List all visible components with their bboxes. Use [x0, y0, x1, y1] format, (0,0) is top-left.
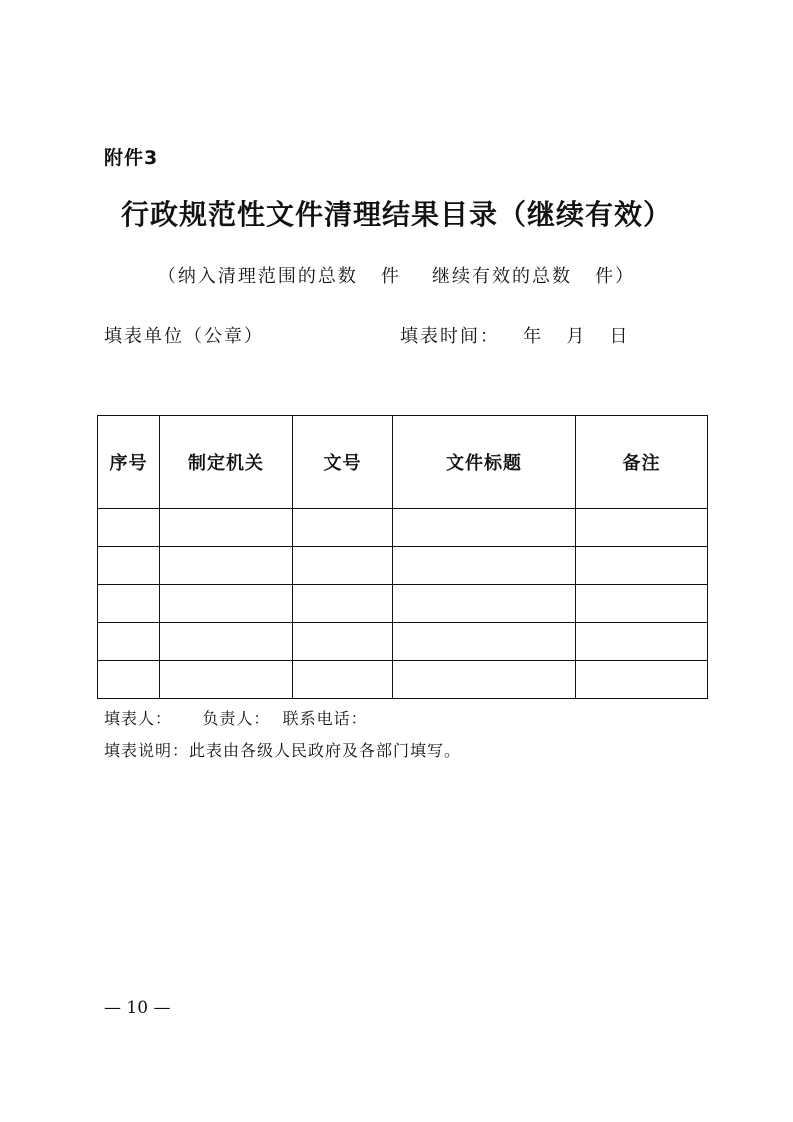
table-cell[interactable] [160, 585, 293, 623]
table-row [98, 509, 708, 547]
table-cell[interactable] [293, 547, 393, 585]
table-cell[interactable] [393, 623, 576, 661]
table-row [98, 585, 708, 623]
table-cell[interactable] [293, 585, 393, 623]
footer-note: 填表说明：此表由各级人民政府及各部门填写。 [104, 741, 462, 760]
document-title: 行政规范性文件清理结果目录（继续有效） [120, 198, 672, 231]
fill-unit-label: 填表单位（公章） [104, 326, 264, 347]
table-cell[interactable] [160, 547, 293, 585]
catalog-table [97, 415, 708, 699]
table-cell[interactable] [393, 547, 576, 585]
header-remarks: 备注 [576, 416, 708, 509]
header-issuing-authority: 制定机关 [160, 416, 293, 509]
table-cell[interactable] [98, 509, 160, 547]
document-subtitle: （纳入清理范围的总数 件 继续有效的总数 件） [157, 266, 636, 287]
table-row [98, 623, 708, 661]
table-cell[interactable] [293, 661, 393, 699]
table-cell[interactable] [98, 547, 160, 585]
table-cell[interactable] [293, 509, 393, 547]
fill-unit-line [104, 322, 664, 385]
table-cell[interactable] [98, 661, 160, 699]
table-header-row [98, 416, 708, 509]
fill-date-label: 填表时间： 年 月 日 [400, 326, 630, 347]
header-document-title: 文件标题 [393, 416, 576, 509]
table-cell[interactable] [393, 585, 576, 623]
table-cell[interactable] [160, 661, 293, 699]
table-cell[interactable] [576, 661, 708, 699]
table-cell[interactable] [576, 585, 708, 623]
attachment-label: 附件3 [104, 147, 159, 169]
table-cell[interactable] [576, 509, 708, 547]
table-cell[interactable] [393, 509, 576, 547]
table-cell[interactable] [160, 623, 293, 661]
table-cell[interactable] [98, 585, 160, 623]
table-cell[interactable] [393, 661, 576, 699]
footer-signers: 填表人： 负责人： 联系电话： [104, 709, 368, 728]
header-document-number: 文号 [293, 416, 393, 509]
table-cell[interactable] [576, 623, 708, 661]
table-cell[interactable] [293, 623, 393, 661]
table-cell[interactable] [98, 623, 160, 661]
table-row [98, 547, 708, 585]
table-cell[interactable] [160, 509, 293, 547]
table-cell[interactable] [576, 547, 708, 585]
header-serial-number: 序号 [98, 416, 160, 509]
page-number: — 10 — [104, 998, 171, 1018]
table-row [98, 661, 708, 699]
